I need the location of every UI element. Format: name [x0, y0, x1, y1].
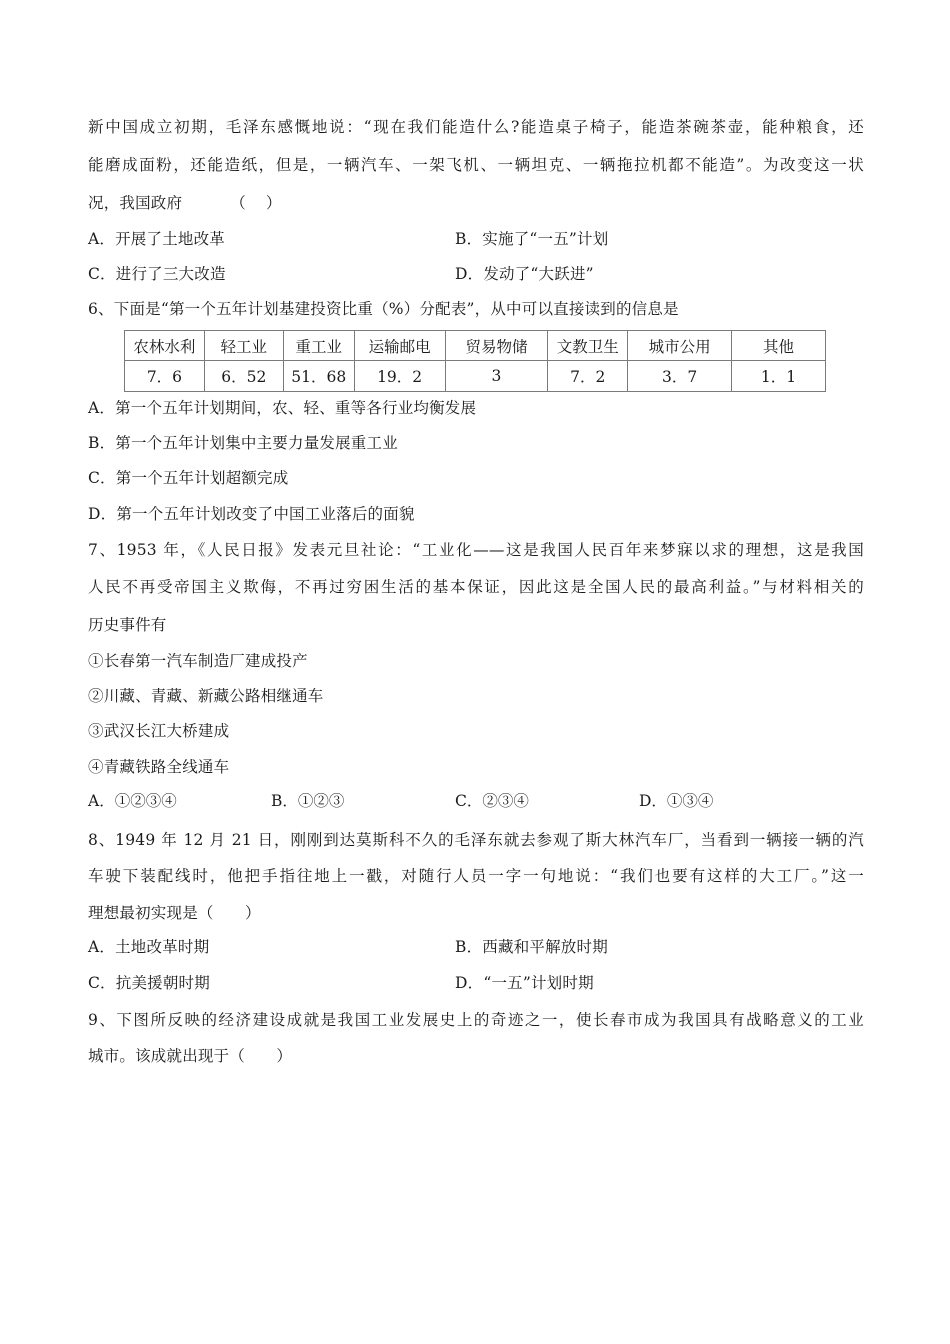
q8-option-a[interactable]: A．土地改革时期 — [88, 938, 210, 956]
q6-stem: 6、下面是“第一个五年计划基建投资比重（%）分配表”，从中可以直接读到的信息是 — [88, 300, 679, 318]
q7-option-c[interactable]: C．②③④ — [455, 792, 529, 810]
table-cell: 6．52 — [204, 361, 283, 392]
table-header-cell: 运输邮电 — [354, 331, 445, 361]
q8-option-b[interactable]: B．西藏和平解放时期 — [455, 938, 608, 956]
table-row — [125, 361, 826, 392]
table-header-row — [125, 331, 826, 361]
q5-stem-line-3 — [88, 193, 282, 213]
table-header-cell: 文教卫生 — [548, 331, 628, 361]
q8-option-d[interactable]: D．“一五”计划时期 — [455, 974, 594, 992]
table-cell: 19．2 — [354, 361, 445, 392]
table-header-cell: 农林水利 — [125, 331, 205, 361]
q7-stem-line-1: 7、1953 年，《人民日报》发表元旦社论：“工业化——这是我国人民百年来梦寐以求的理想，这是我国 — [88, 541, 864, 559]
q7-option-b[interactable]: B．①②③ — [271, 792, 345, 810]
table-cell: 3 — [445, 361, 548, 392]
q7-item-2: ②川藏、青藏、新藏公路相继通车 — [88, 687, 324, 705]
investment-table — [124, 330, 826, 392]
table-cell: 51．68 — [283, 361, 354, 392]
q6-option-b[interactable]: B．第一个五年计划集中主要力量发展重工业 — [88, 434, 398, 452]
answer-paren-close: ） — [265, 194, 282, 212]
table-header-cell: 贸易物储 — [445, 331, 548, 361]
q6-option-c[interactable]: C．第一个五年计划超额完成 — [88, 469, 289, 487]
q6-option-a[interactable]: A．第一个五年计划期间，农、轻、重等各行业均衡发展 — [88, 399, 477, 417]
table-cell: 7．6 — [125, 361, 205, 392]
q7-option-d[interactable]: D．①③④ — [639, 792, 714, 810]
q8-stem-line-1: 8、1949 年 12 月 21 日，刚刚到达莫斯科不久的毛泽东就去参观了斯大林汽车厂，当看到一辆接一辆的汽 — [88, 831, 864, 849]
table-header-cell: 其他 — [732, 331, 826, 361]
q7-item-3: ③武汉长江大桥建成 — [88, 722, 230, 740]
q5-stem-line-1: 新中国成立初期，毛泽东感慨地说：“现在我们能造什么?能造桌子椅子，能造茶碗茶壶，能种粮食，还 — [88, 118, 864, 136]
q9-stem-line-2: 城市。该成就出现于（ ） — [88, 1047, 293, 1065]
q7-item-4: ④青藏铁路全线通车 — [88, 758, 230, 776]
q8-option-c[interactable]: C．抗美援朝时期 — [88, 974, 210, 992]
q6-option-d[interactable]: D．第一个五年计划改变了中国工业落后的面貌 — [88, 505, 415, 523]
q7-stem-line-3: 历史事件有 — [88, 616, 167, 634]
q5-option-d[interactable]: D．发动了“大跃进” — [455, 265, 594, 283]
table-cell: 1．1 — [732, 361, 826, 392]
q5-option-c[interactable]: C．进行了三大改造 — [88, 265, 226, 283]
q5-option-b[interactable]: B．实施了“一五”计划 — [455, 230, 609, 248]
table-header-cell: 城市公用 — [628, 331, 732, 361]
q7-item-1: ①长春第一汽车制造厂建成投产 — [88, 652, 308, 670]
q8-stem-line-3: 理想最初实现是（ ） — [88, 904, 261, 922]
answer-paren-open: （ — [230, 194, 246, 212]
table-header-cell: 轻工业 — [204, 331, 283, 361]
table-cell: 3．7 — [628, 361, 732, 392]
q5-stem-line-2: 能磨成面粉，还能造纸，但是，一辆汽车、一架飞机、一辆坦克、一辆拖拉机都不能造”。为改变这一状 — [88, 156, 864, 174]
q5-stem-text: 况，我国政府 — [88, 194, 183, 212]
table-cell: 7．2 — [548, 361, 628, 392]
q7-option-a[interactable]: A．①②③④ — [88, 792, 177, 810]
q9-stem-line-1: 9、下图所反映的经济建设成就是我国工业发展史上的奇迹之一，使长春市成为我国具有战略意义的工业 — [88, 1011, 864, 1029]
table-header-cell: 重工业 — [283, 331, 354, 361]
q8-stem-line-2: 车驶下装配线时，他把手指往地上一戳，对随行人员一字一句地说：“我们也要有这样的大工厂。”这一 — [88, 867, 864, 885]
q5-option-a[interactable]: A．开展了土地改革 — [88, 230, 225, 248]
q7-stem-line-2: 人民不再受帝国主义欺侮，不再过穷困生活的基本保证，因此这是全国人民的最高利益。”与材料相关的 — [88, 578, 864, 596]
